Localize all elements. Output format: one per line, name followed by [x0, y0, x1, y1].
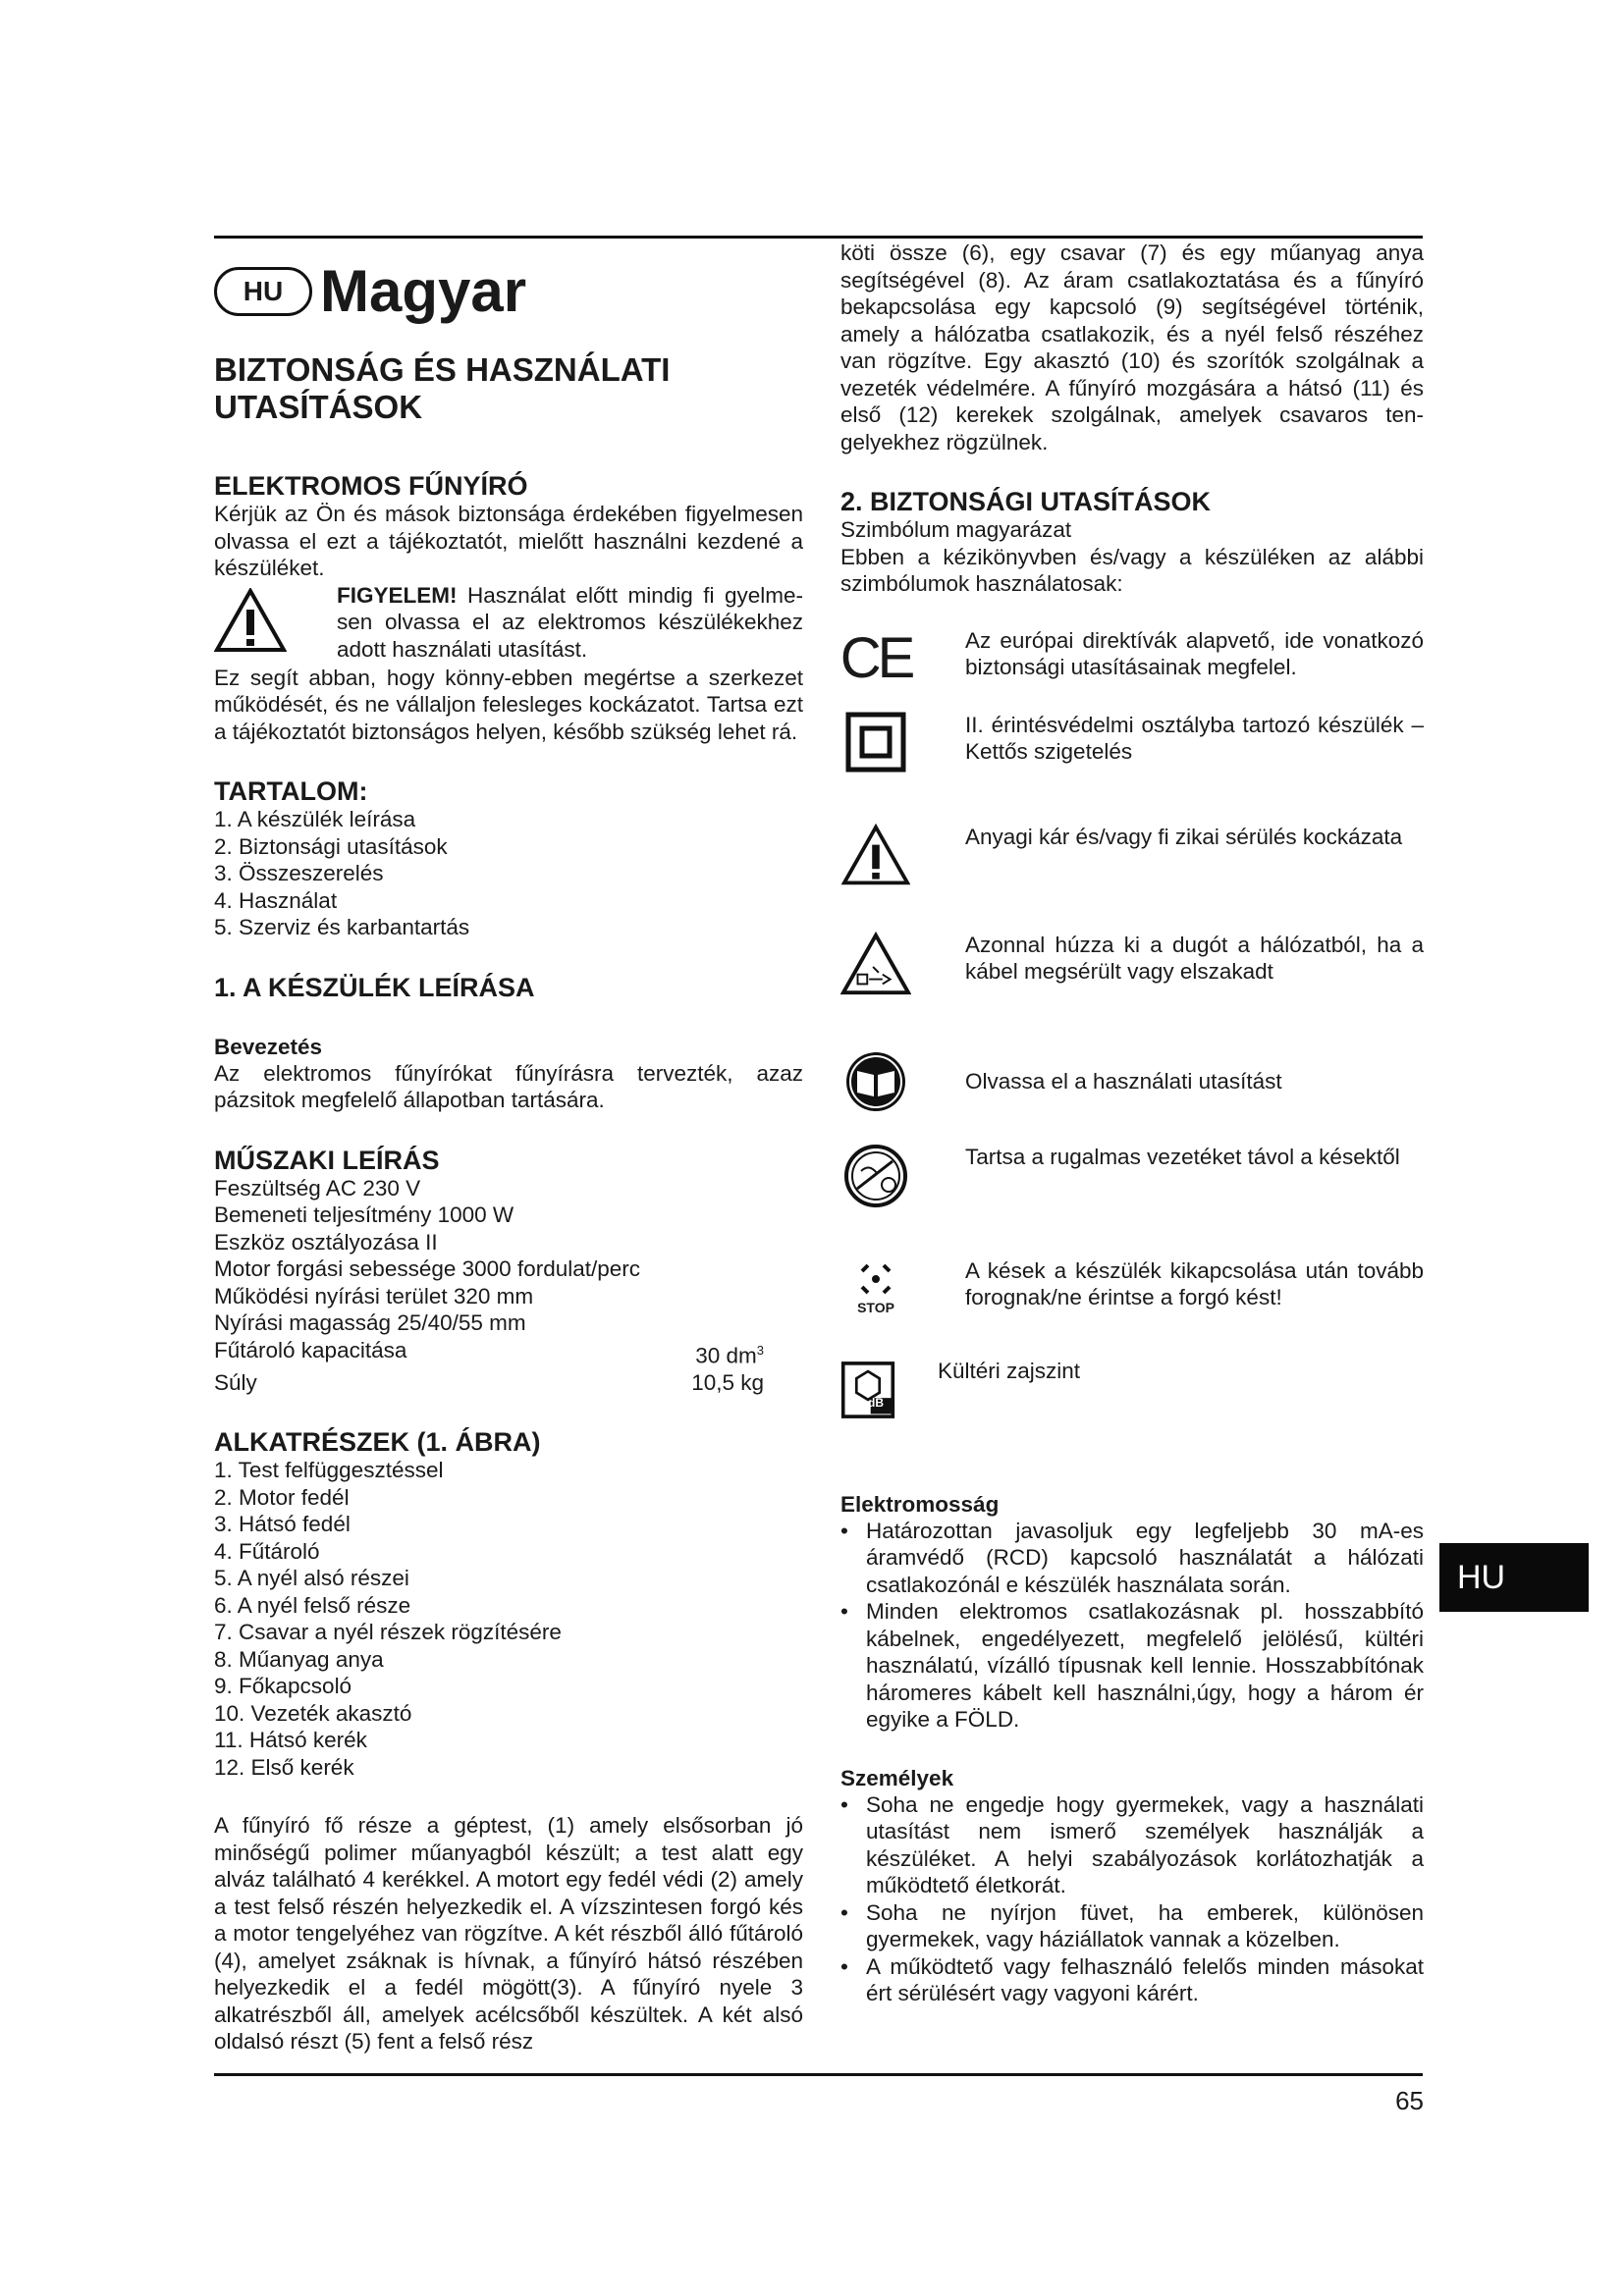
right-column	[840, 240, 1424, 2007]
language-side-tab: HU	[1439, 1543, 1589, 1612]
toc-item: 2. Biztonsági utasítások	[214, 833, 448, 859]
warning-body: Használat előtt mindig fi gyelme-sen olvassa el az elektromos készülékekhez adott használati utasítást.	[337, 582, 803, 662]
symbol-row	[840, 712, 1424, 810]
spec-list	[214, 1175, 803, 1397]
spec-capacity-sup: 3	[756, 1342, 764, 1358]
continuation-paragraph: köti össze (6), egy csavar (7) és egy műanyag anya segítségével (8). Az áram csatlakoztatása és a fűnyíró bekapcsolása egy kapcsoló (9) segítségével történik, amely a hálózatba csatlakozik, és a nyél felső részéhez van rögzítve. Egy akasztó (10) és szorítók szolgálnak a vezeték védelmére. A fűnyíró mozgására a hátsó (11) és első (12) kerekek szolgálnak, amelyek csavaros ten-gelyekhez rögzülnek.	[840, 240, 1424, 454]
toc-title: TARTALOM:	[214, 776, 368, 806]
toc-item: 5. Szerviz és karbantartás	[214, 915, 470, 939]
db-label: dB	[868, 1395, 884, 1410]
symbol-text: Kültéri zajszint	[938, 1358, 1081, 1383]
persons-item: • Soha ne engedje hogy gyermekek, vagy a használati utasítást nem ismerő személyek használják a készüléket. A helyi szabályozások korlátozhatják a működtető életkorát.	[840, 1791, 1424, 1899]
parts-item: 2. Motor fedél	[214, 1484, 350, 1510]
bottom-rule	[214, 2073, 1423, 2076]
symbol-subtitle: Szimbólum magyarázat	[840, 517, 1072, 542]
symbol-text: II. érintésvédelmi osztályba tartozó készülék – Kettős szigetelés	[965, 712, 1424, 764]
electric-item: • Minden elektromos csatlakozásnak pl. hosszabbító kábelnek, engedélyezett, megfelelő jelölésű, kültéri használatú, vízálló típusnak kell lennie. Hosszabbítónak háromeres kábelt kell használni,úgy, hogy a három ér egyike a FÖLD.	[840, 1598, 1424, 1734]
parts-item: 5. A nyél alsó részei	[214, 1566, 409, 1590]
parts-item: 9. Főkapcsoló	[214, 1674, 352, 1698]
symbol-row	[840, 932, 1424, 1028]
spec-weight-row	[214, 1369, 764, 1397]
noise-level-icon	[840, 1358, 911, 1422]
parts-item: 4. Fűtároló	[214, 1538, 320, 1564]
symbol-list	[840, 627, 1424, 1436]
spec-item: Bemeneti teljesítmény 1000 W	[214, 1202, 514, 1227]
symbol-intro: Ebben a kézikönyvben és/vagy a készüléken az alábbi szimbólumok használatosak:	[840, 544, 1424, 596]
persons-title: Személyek	[840, 1765, 954, 1790]
symbol-text: A kések a készülék kikapcsolása után tovább forognak/ne érintse a forgó kést!	[965, 1257, 1424, 1309]
symbol-text: Azonnal húzza ki a dugót a hálózatból, ha a kábel megsérült vagy elszakadt	[965, 932, 1424, 984]
symbol-text: Tartsa a rugalmas vezetéket távol a késektől	[965, 1144, 1400, 1169]
parts-item: 7. Csavar a nyél részek rögzítésére	[214, 1620, 562, 1644]
parts-item: 12. Első kerék	[214, 1754, 354, 1780]
keep-cable-away-icon	[840, 1144, 911, 1208]
warning-continuation: Ez segít abban, hogy könny-ebben megértse a szerkezet működését, és ne vállaljon felesleges kockázatot. Tartsa ezt a tájékoztatót biztonságos helyen, később szükség lehet rá.	[214, 665, 803, 744]
toc-item: 4. Használat	[214, 887, 338, 913]
read-manual-icon	[840, 1049, 911, 1114]
electric-item: • Határozottan javasoljuk egy legfeljebb 30 mA-es áramvédő (RCD) kapcsoló használatát a hálózati csatlakozónál e készülék használata során.	[840, 1518, 1424, 1599]
spec-weight-value: 10,5 kg	[691, 1369, 764, 1395]
parts-item: 1. Test felfüggesztéssel	[214, 1458, 444, 1482]
top-rule	[214, 236, 1423, 239]
parts-item: 10. Vezeték akasztó	[214, 1700, 412, 1726]
symbol-row	[840, 810, 1424, 932]
persons-item: • Soha ne nyírjon füvet, ha emberek, különösen gyermekek, vagy háziállatok vannak a közelben.	[840, 1899, 1424, 1953]
language-header	[214, 253, 803, 330]
persons-list	[840, 1791, 1424, 2007]
symbol-row	[840, 1028, 1424, 1136]
parts-item: 11. Hátsó kerék	[214, 1728, 367, 1752]
parts-item: 6. A nyél felső része	[214, 1592, 411, 1618]
spec-item: Működési nyírási terület 320 mm	[214, 1283, 534, 1308]
page-number: 65	[1395, 2086, 1424, 2115]
spec-item: Nyírási magasság 25/40/55 mm	[214, 1310, 526, 1335]
parts-title: ALKATRÉSZEK (1. ÁBRA)	[214, 1427, 541, 1457]
symbol-text: Az európai direktívák alapvető, ide vonatkozó biztonsági utasításainak megfelel.	[965, 627, 1424, 679]
toc-item: 1. A készülék leírása	[214, 807, 416, 831]
spec-capacity-label: Fűtároló kapacitása	[214, 1337, 407, 1362]
warning-text	[337, 582, 803, 664]
spec-item: Feszültség AC 230 V	[214, 1175, 421, 1201]
warning-block	[214, 582, 803, 665]
main-title: BIZTONSÁG ÉS HASZNÁLATI UTASÍTÁSOK	[214, 351, 671, 425]
spec-capacity-value-wrap	[695, 1337, 764, 1369]
ce-mark-text: CE	[839, 625, 912, 690]
electric-list	[840, 1518, 1424, 1734]
warning-label: FIGYELEM!	[337, 582, 458, 608]
section2-title: 2. BIZTONSÁGI UTASÍTÁSOK	[840, 487, 1212, 516]
tech-title: MŰSZAKI LEÍRÁS	[214, 1145, 440, 1175]
symbol-row	[840, 1257, 1424, 1352]
warning-triangle-icon	[840, 824, 911, 886]
intro-heading: Bevezetés	[214, 1034, 323, 1059]
symbol-text: Anyagi kár és/vagy fi zikai sérülés kockázata	[965, 824, 1403, 849]
parts-list	[214, 1457, 803, 1781]
symbol-row	[840, 627, 1424, 712]
section1-title: 1. A KÉSZÜLÉK LEÍRÁSA	[214, 972, 535, 1002]
persons-item: • A működtető vagy felhasználó felelős minden másokat ért sérülésért vagy vagyoni kárért.	[840, 1953, 1424, 2007]
unplug-cable-icon	[840, 932, 911, 996]
symbol-text: Olvassa el a használati utasítást	[965, 1068, 1282, 1094]
intro-text: Az elektromos fűnyírókat fűnyírásra tervezték, azaz pázsitok megfelelő állapotban tartására.	[214, 1060, 803, 1112]
toc-item: 3. Összeszerelés	[214, 861, 384, 885]
double-insulation-icon	[840, 712, 911, 773]
stop-label: STOP	[857, 1299, 894, 1315]
body-paragraph: A fűnyíró fő része a géptest, (1) amely elsősorban jó minőségű polimer műanyagból készült; a test alatt egy alváz található 4 kerékkel. A motort egy fedél védi (2) amely a test felső részén helyezkedik el. A vízszintesen forgó kés a motor tengelyéhez van rögzítve. A két részből álló fűtároló (4), amelyet zsáknak is hívnak, a fűnyíró hátsó részében helyezkedik el a fedél mögött(3). A fűnyíró nyele 3 alkatrészből áll, amelyek acélcsőből készültek. A két alsó oldalsó részt (5) fent a felső rész	[214, 1813, 803, 2054]
product-title: ELEKTROMOS FŰNYÍRÓ	[214, 471, 528, 501]
spec-weight-label: Súly	[214, 1369, 257, 1395]
language-badge: HU	[214, 267, 312, 316]
ce-mark-icon	[840, 627, 911, 690]
spec-capacity-value: 30 dm	[695, 1343, 757, 1367]
parts-item: 8. Műanyag anya	[214, 1646, 384, 1672]
left-column	[214, 241, 803, 2056]
symbol-row	[840, 1352, 1424, 1436]
electric-title: Elektromosság	[840, 1491, 1000, 1517]
toc-list	[214, 806, 803, 941]
spec-capacity-row	[214, 1337, 764, 1369]
parts-item: 3. Hátsó fedél	[214, 1512, 351, 1536]
intro-paragraph: Kérjük az Ön és mások biztonsága érdekében figyelmesen olvassa el ezt a tájékoztatót, mielőtt használni kezdené a készüléket.	[214, 502, 803, 580]
blades-rotate-stop-icon	[840, 1257, 911, 1314]
spec-item: Eszköz osztályozása II	[214, 1229, 438, 1255]
spec-item: Motor forgási sebessége 3000 fordulat/perc	[214, 1256, 641, 1281]
symbol-row	[840, 1136, 1424, 1257]
language-title: Magyar	[320, 258, 527, 325]
warning-triangle-icon	[214, 588, 287, 653]
